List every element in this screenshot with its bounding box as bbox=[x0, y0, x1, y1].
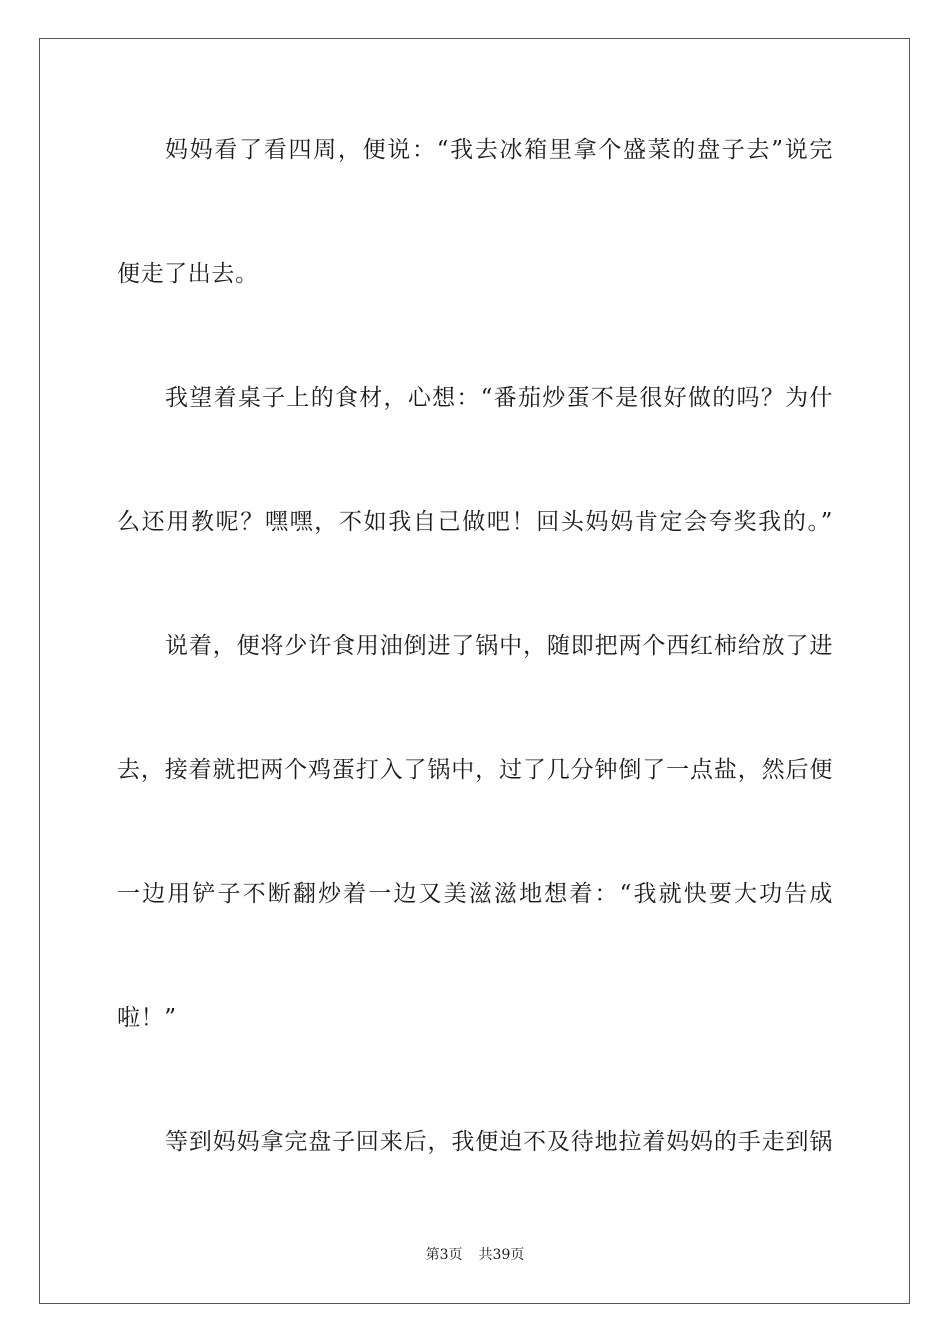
paragraph-line: 我望着桌子上的食材，心想：“番茄炒蛋不是很好做的吗？为什 bbox=[165, 385, 833, 411]
paragraph-line: 么还用教呢？嘿嘿，不如我自己做吧！回头妈妈肯定会夸奖我的。” bbox=[117, 509, 833, 535]
page-total: 共39页 bbox=[478, 1247, 525, 1263]
paragraph-line: 便走了出去。 bbox=[117, 261, 259, 287]
paragraph-line: 啦！” bbox=[117, 1005, 177, 1031]
page-footer bbox=[0, 1246, 950, 1264]
paragraph-line: 妈妈看了看四周，便说：“我去冰箱里拿个盛菜的盘子去”说完 bbox=[165, 137, 833, 163]
page-number: 第3页 bbox=[425, 1247, 463, 1263]
paragraph-line: 去，接着就把两个鸡蛋打入了锅中，过了几分钟倒了一点盐，然后便 bbox=[117, 757, 833, 783]
paragraph-line: 等到妈妈拿完盘子回来后，我便迫不及待地拉着妈妈的手走到锅 bbox=[165, 1129, 833, 1155]
paragraph-line: 说着，便将少许食用油倒进了锅中，随即把两个西红柿给放了进 bbox=[165, 633, 833, 659]
paragraph-line: 一边用铲子不断翻炒着一边又美滋滋地想着：“我就快要大功告成 bbox=[117, 881, 833, 907]
page-border bbox=[39, 38, 910, 1304]
